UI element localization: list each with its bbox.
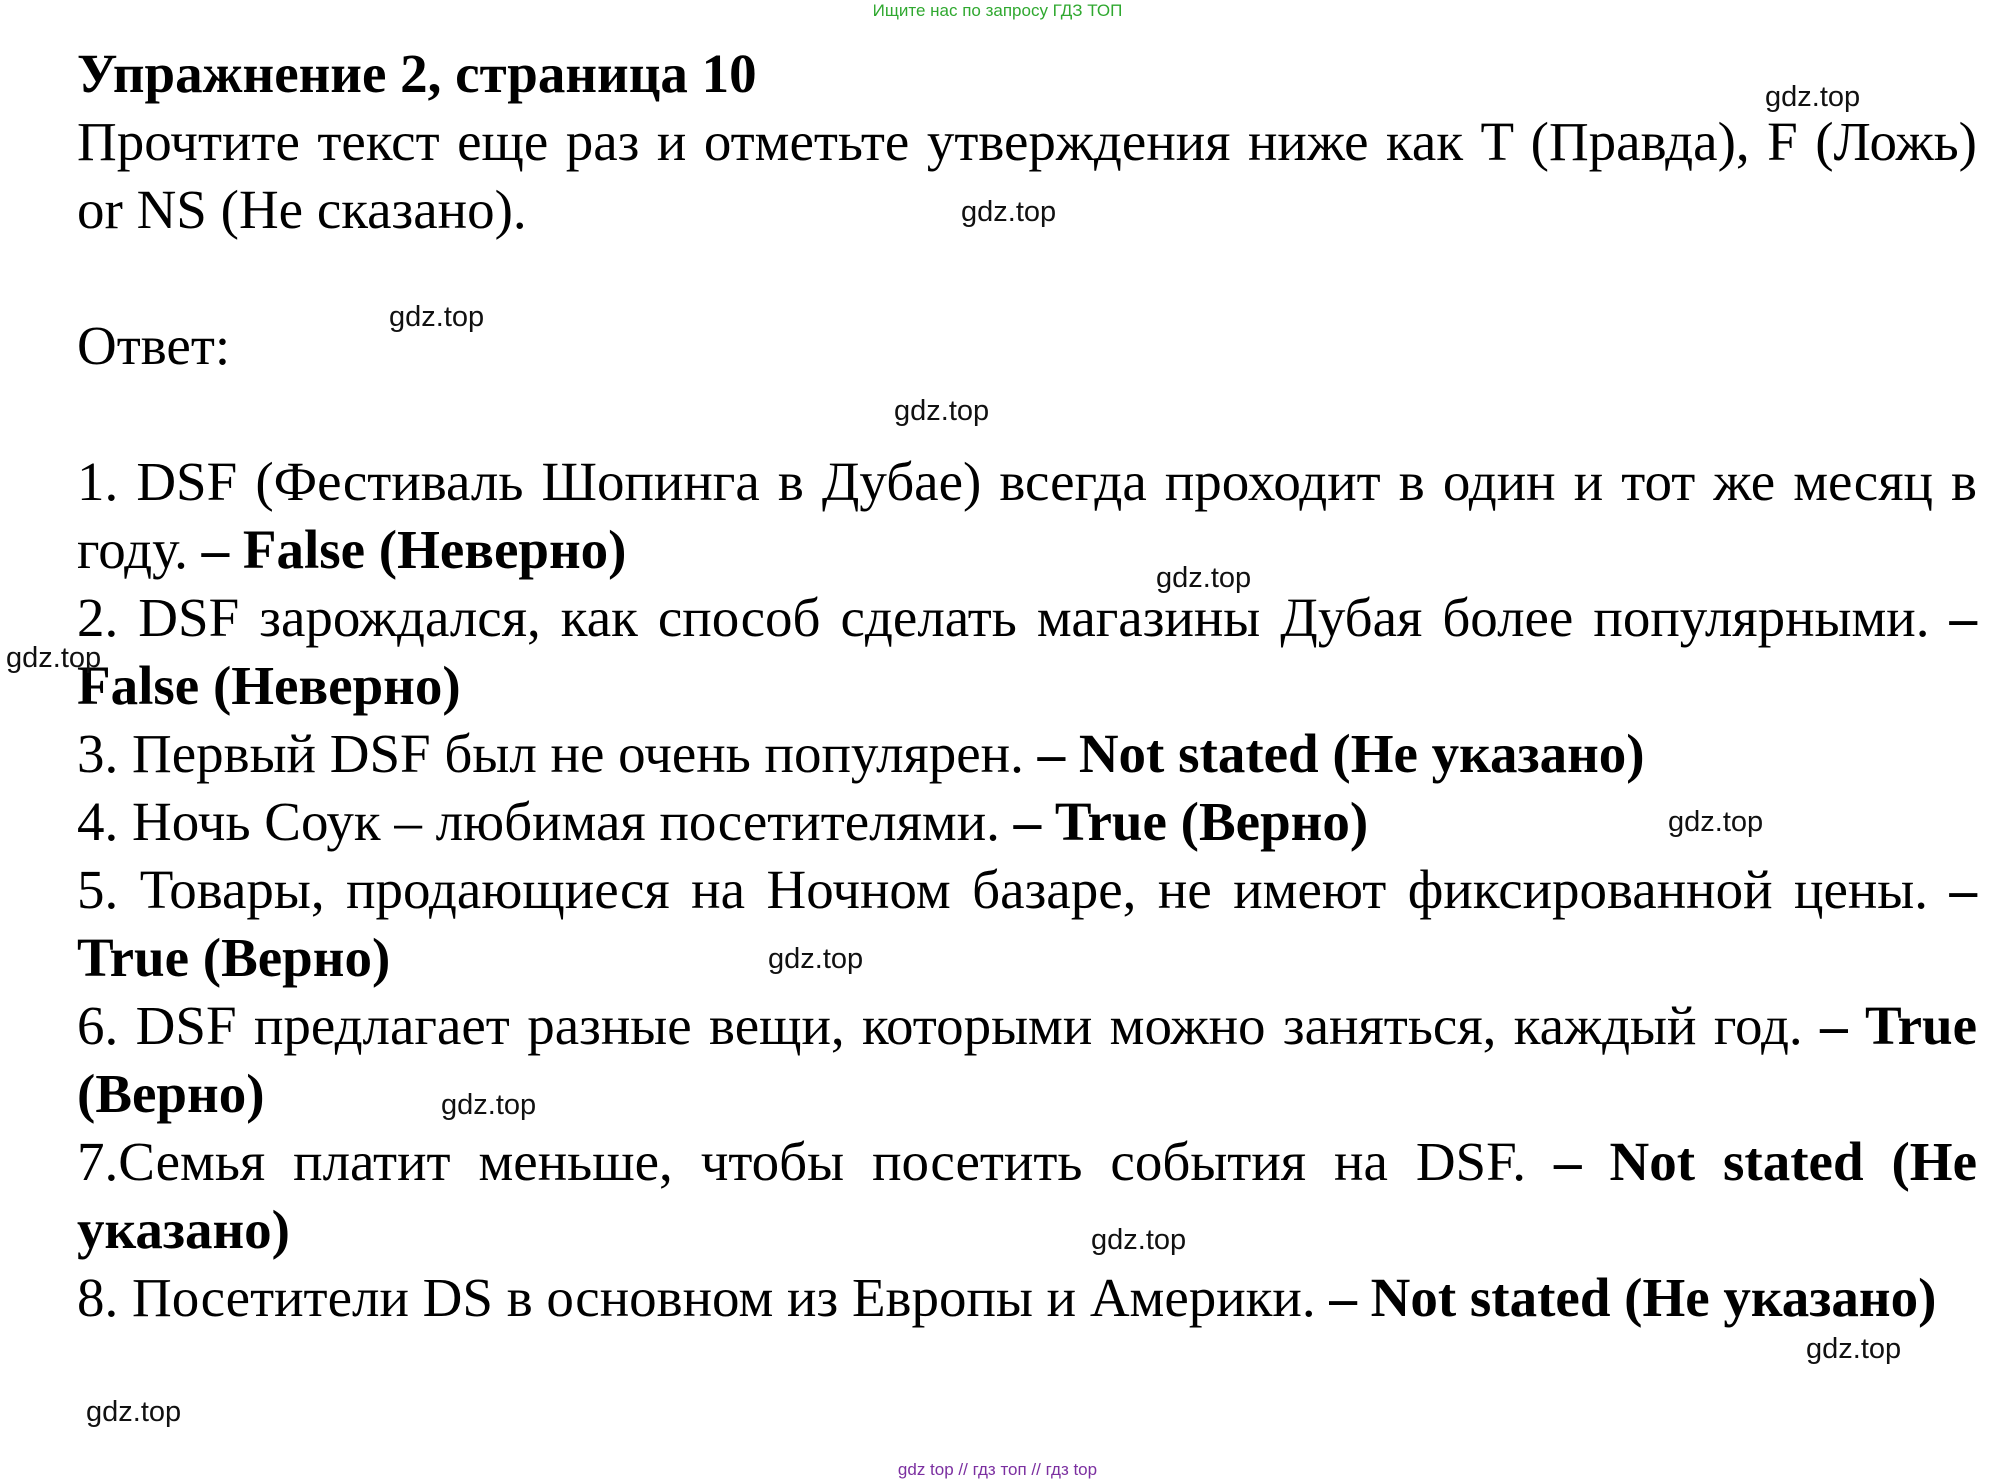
- answer-item: [77, 720, 1977, 788]
- watermark: gdz.top: [961, 196, 1057, 228]
- bottom-banner: gdz top // гдз топ // гдз top: [897, 1460, 1098, 1479]
- item-answer: – Not stated (Не указано): [77, 1131, 1977, 1260]
- answer-item: [77, 856, 1977, 992]
- item-answer: – True (Верно): [77, 995, 1978, 1124]
- watermark: gdz.top: [1156, 562, 1252, 594]
- watermark: gdz.top: [1668, 806, 1764, 838]
- item-text: 1. DSF (Фестиваль Шопинга в Дубае) всегда проходит в один и тот же месяц в году.: [77, 451, 1977, 580]
- answer-item: [77, 448, 1977, 584]
- answer-list: [77, 448, 1977, 1332]
- top-banner: Ищите нас по запросу ГДЗ ТОП: [872, 1, 1123, 20]
- watermark: gdz.top: [389, 301, 485, 333]
- document-body: [77, 40, 1977, 1332]
- item-answer: – False (Неверно): [77, 587, 1977, 716]
- item-text: 7.Семья платит меньше, чтобы посетить события на DSF.: [77, 1131, 1527, 1192]
- page-title: Упражнение 2, страница 10: [77, 43, 757, 104]
- watermark: gdz.top: [86, 1396, 182, 1428]
- watermark: gdz.top: [1091, 1224, 1187, 1256]
- item-text: 3. Первый DSF был не очень популярен.: [77, 723, 1024, 784]
- answer-label: Ответ:: [77, 315, 231, 376]
- item-text: 4. Ночь Соук – любимая посетителями.: [77, 791, 1000, 852]
- item-text: 2. DSF зарождался, как способ сделать магазины Дубая более популярными.: [77, 587, 1930, 648]
- item-answer: – True (Верно): [1013, 791, 1369, 852]
- item-answer: – Not stated (Не указано): [1037, 723, 1645, 784]
- answer-item: [77, 1264, 1977, 1332]
- item-text: 5. Товары, продающиеся на Ночном базаре, не имеют фиксированной цены.: [77, 859, 1928, 920]
- item-text: 6. DSF предлагает разные вещи, которыми можно заняться, каждый год.: [77, 995, 1803, 1056]
- watermark: gdz.top: [441, 1089, 537, 1121]
- watermark: gdz.top: [1765, 81, 1861, 113]
- watermark: gdz.top: [768, 943, 864, 975]
- item-answer: – False (Неверно): [201, 519, 627, 580]
- watermark: gdz.top: [894, 395, 990, 427]
- item-answer: – Not stated (Не указано): [1329, 1267, 1937, 1328]
- watermark: gdz.top: [1806, 1333, 1902, 1365]
- answer-item: [77, 992, 1977, 1128]
- watermark: gdz.top: [6, 642, 102, 674]
- answer-item: [77, 584, 1977, 720]
- item-text: 8. Посетители DS в основном из Европы и Америки.: [77, 1267, 1316, 1328]
- item-answer: – True (Верно): [77, 859, 1978, 988]
- task-text: Прочтите текст еще раз и отметьте утверждения ниже как T (Правда), F (Ложь) or NS (Не сказано).: [77, 111, 1977, 240]
- answer-item: [77, 1128, 1977, 1264]
